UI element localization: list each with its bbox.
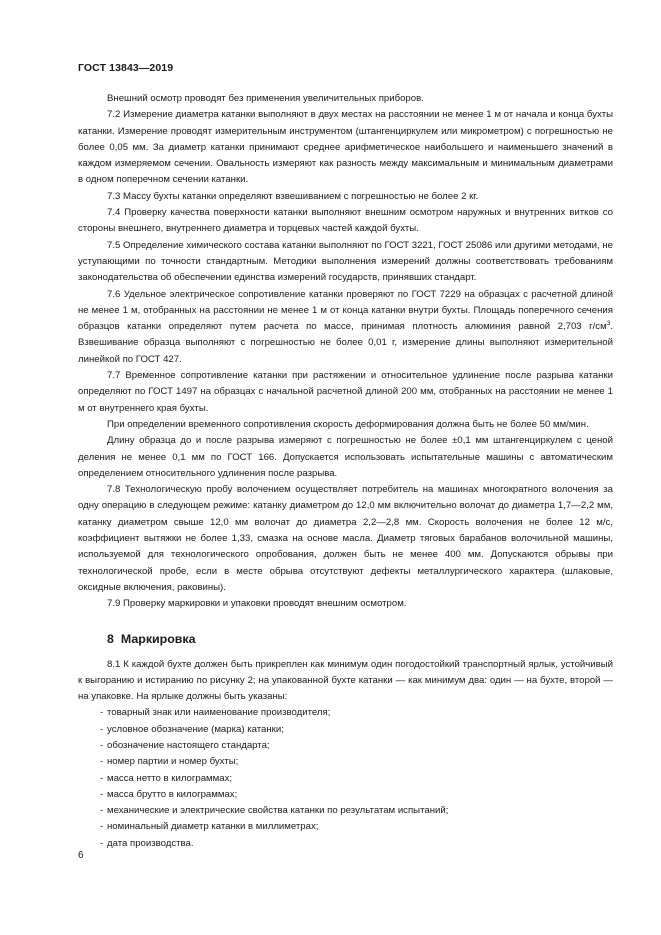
list-item: - номер партии и номер бухты; bbox=[78, 754, 613, 770]
page-number: 6 bbox=[78, 850, 84, 861]
paragraph-7-6-part2: . Взвешивание образца выполняют с погрешностью не более 0,01 г, измерение длины выполняют измерительной линейкой по ГОСТ 427. bbox=[78, 321, 613, 365]
document-header: ГОСТ 13843—2019 bbox=[78, 62, 174, 74]
paragraph-7-5: 7.5 Определение химического состава катанки выполняют по ГОСТ 3221, ГОСТ 25086 или другими методами, не уступающими по точности стандартным. Методики выполнения измерений должны соответствовать требованиям законодательства об обеспечении единства измерений государств, принявших стандарт. bbox=[78, 239, 613, 284]
list-item: - товарный знак или наименование производителя; bbox=[78, 705, 613, 721]
paragraph-7-9: 7.9 Проверку маркировки и упаковки проводят внешним осмотром. bbox=[107, 598, 407, 610]
list-item: - механические и электрические свойства катанки по результатам испытаний; bbox=[78, 803, 613, 819]
list-item: - масса брутто в килограммах; bbox=[78, 787, 613, 803]
paragraph-sample-length: Длину образца до и после разрыва измеряют с погрешностью не более ±0,1 мм штангенциркулем с ценой деления не менее 0,1 мм по ГОСТ 166. Допускается использовать испытательные машины с автоматическим определением относительного удлинения после разрыва. bbox=[78, 435, 613, 479]
body-text bbox=[78, 91, 613, 852]
paragraph-deformation-speed: При определении временного сопротивления скорость деформирования должна быть не более 50 мм/мин. bbox=[107, 418, 589, 430]
section-number: 8 bbox=[107, 631, 114, 646]
list-item: - условное обозначение (марка) катанки; bbox=[78, 722, 613, 738]
paragraph-7-7: 7.7 Временное сопротивление катанки при растяжении и относительное удлинение после разрыва катанки определяют по ГОСТ 1497 на образцах с начальной расчетной длиной 200 мм, отобранных на расстоянии не менее 1 м от внутреннего края бухты. bbox=[78, 370, 613, 414]
list-item: - обозначение настоящего стандарта; bbox=[78, 738, 613, 754]
section-heading-marking bbox=[107, 631, 613, 647]
label-requirements-list bbox=[78, 705, 613, 852]
superscript-3: 3 bbox=[606, 319, 611, 327]
list-item: - дата производства. bbox=[78, 836, 613, 852]
paragraph-visual-inspection: Внешний осмотр проводят без применения увеличительных приборов. bbox=[107, 93, 424, 104]
list-item: - масса нетто в килограммах; bbox=[78, 771, 613, 787]
paragraph-7-6-part1: 7.6 Удельное электрическое сопротивление катанки проверяют по ГОСТ 7229 на образцах с расчетной длиной не менее 1 м, отобранных на расстоянии не менее 1 м от конца катанки внутри бухты. Площадь поперечного сечения образцов катанки определяют путем расчета по массе, принимая плотность алюминия равной 2,703 г/см bbox=[78, 288, 613, 333]
paragraph-7-6 bbox=[78, 287, 613, 368]
paragraph-8-1: 8.1 К каждой бухте должен быть прикреплен как минимум один погодостойкий транспортный ярлык, устойчивый к выгоранию и истиранию по рисунку 2; на упакованной бухте катанки — как минимум два: один — на бухте, второй — на упаковке. На ярлыке должны быть указаны: bbox=[78, 658, 613, 703]
section-title: Маркировка bbox=[120, 631, 196, 646]
paragraph-7-2: 7.2 Измерение диаметра катанки выполняют в двух местах на расстоянии не менее 1 м от начала и конца бухты катанки. Измерение проводят измерительным инструментом (штангенциркулем или микрометром) с погрешностью не более 0,05 мм. За диаметр катанки принимают среднее арифметическое наибольшего и наименьшего значений в каждом измеряемом сечении. Овальность измеряют как разность между максимальным и минимальным диаметрами в одном поперечном сечении катанки. bbox=[78, 109, 613, 186]
paragraph-7-8: 7.8 Технологическую пробу волочением осуществляет потребитель на машинах многократного волочения за одну операцию в следующем режиме: катанку диаметром до 12,0 мм включительно волочат до диаметра 1,7—2,2 мм, катанку диаметром свыше 12,0 мм волочат до диаметра 2,2—2,8 мм. Скорость волочения не более 12 м/с, коэффициент вытяжки не более 1,33, смазка на основе масла. Диаметр тяговых барабанов волочильной машины, используемой для технологического опробования, должен быть не менее 400 мм. Допускаются обрывы при технологической пробе, если в месте обрыва отсутствуют дефекты металлургического характера (шлаковые, оксидные включения, раковины). bbox=[78, 484, 613, 593]
paragraph-7-3: 7.3 Массу бухты катанки определяют взвешиванием с погрешностью не более 2 кг. bbox=[107, 190, 479, 202]
list-item: - номинальный диаметр катанки в миллиметрах; bbox=[78, 819, 613, 835]
paragraph-7-4: 7.4 Проверку качества поверхности катанки выполняют внешним осмотром наружных и внутренних витков со стороны внешнего, внутреннего диаметра и торцевых частей каждой бухты. bbox=[78, 207, 613, 235]
